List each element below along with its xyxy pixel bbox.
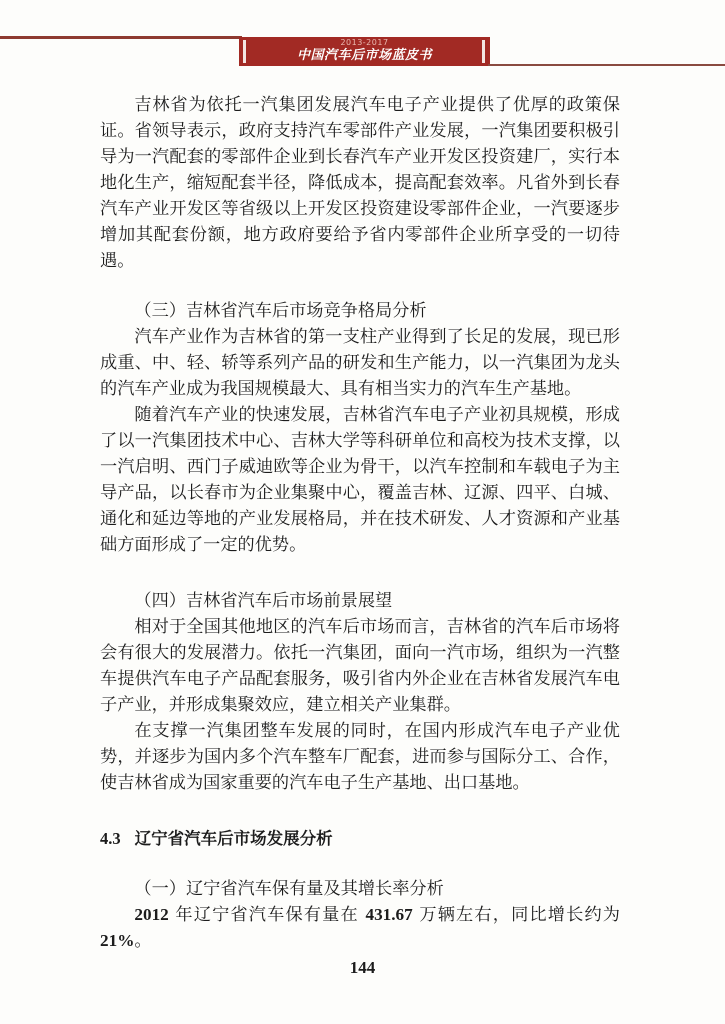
paragraph-pillar-industry: 汽车产业作为吉林省的第一支柱产业得到了长足的发展，现已形成重、中、轻、轿等系列产品的研发和生产能力，以一汽集团为龙头的汽车产业成为我国规模最大、具有相当实力的汽车生产基地。: [100, 327, 620, 399]
header-years: 2013-2017: [340, 38, 389, 47]
stat-year: 2012: [134, 905, 169, 924]
text-fragment: 万辆左右，同比增长约为: [412, 905, 620, 925]
page-number: 144: [349, 958, 376, 977]
header-banner: [239, 37, 490, 66]
subheading-competition: （三）吉林省汽车后市场竞争格局分析: [134, 301, 427, 321]
header-rule-right: [488, 64, 725, 66]
text-fragment: 。: [134, 931, 152, 951]
paragraph-electronics-scale: 随着汽车产业的快速发展，吉林省汽车电子产业初具规模，形成了以一汽集团技术中心、吉林大学等科研单位和高校为技术支撑，以一汽启明、西门子威迪欧等企业为骨干，以汽车控制和车载电子为主导产品，以长春市为企业集聚中心，覆盖吉林、辽源、四平、白城、通化和延边等地的产业发展格局，并在技术研发、人才资源和产业基础方面形成了一定的优势。: [100, 405, 620, 555]
page-body: [100, 92, 620, 954]
paragraph-export-base: 在支撑一汽集团整车发展的同时，在国内形成汽车电子产业优势，并逐步为国内多个汽车整车厂配套，进而参与国际分工、合作，使吉林省成为国家重要的汽车电子生产基地、出口基地。: [100, 721, 620, 793]
section-title: 辽宁省汽车后市场发展分析: [134, 829, 333, 848]
stat-growth-rate: 21%: [100, 931, 135, 950]
text-fragment: 年辽宁省汽车保有量在: [168, 905, 366, 925]
paragraph-policy: 吉林省为依托一汽集团发展汽车电子产业提供了优厚的政策保证。省领导表示，政府支持汽车零部件产业发展，一汽集团要积极引导为一汽配套的零部件企业到长春汽车产业开发区投资建厂，实行本地化生产，缩短配套半径，降低成本，提高配套效率。凡省外到长春汽车产业开发区等省级以上开发区投资建设零部件企业，一汽要逐步增加其配套份额，地方政府要给予省内零部件企业所享受的一切待遇。: [100, 95, 620, 271]
paragraph-ownership-stats: [100, 902, 620, 954]
header-rule-left: [0, 36, 242, 39]
paragraph-potential: 相对于全国其他地区的汽车后市场而言，吉林省的汽车后市场将会有很大的发展潜力。依托一汽集团，面向一汽市场，组织为一汽整车提供汽车电子产品配套服务，吸引省内外企业在吉林省发展汽车电子产业，并形成集聚效应，建立相关产业集群。: [100, 617, 620, 715]
subheading-outlook: （四）吉林省汽车后市场前景展望: [134, 591, 393, 611]
banner-bar-right: [482, 40, 485, 63]
section-heading: [100, 826, 620, 852]
section-number: 4.3: [100, 829, 121, 848]
header-book-title: 中国汽车后市场蓝皮书: [296, 48, 432, 63]
subheading-vehicle-ownership: （一）辽宁省汽车保有量及其增长率分析: [134, 879, 444, 899]
stat-vehicle-count: 431.67: [365, 905, 413, 924]
